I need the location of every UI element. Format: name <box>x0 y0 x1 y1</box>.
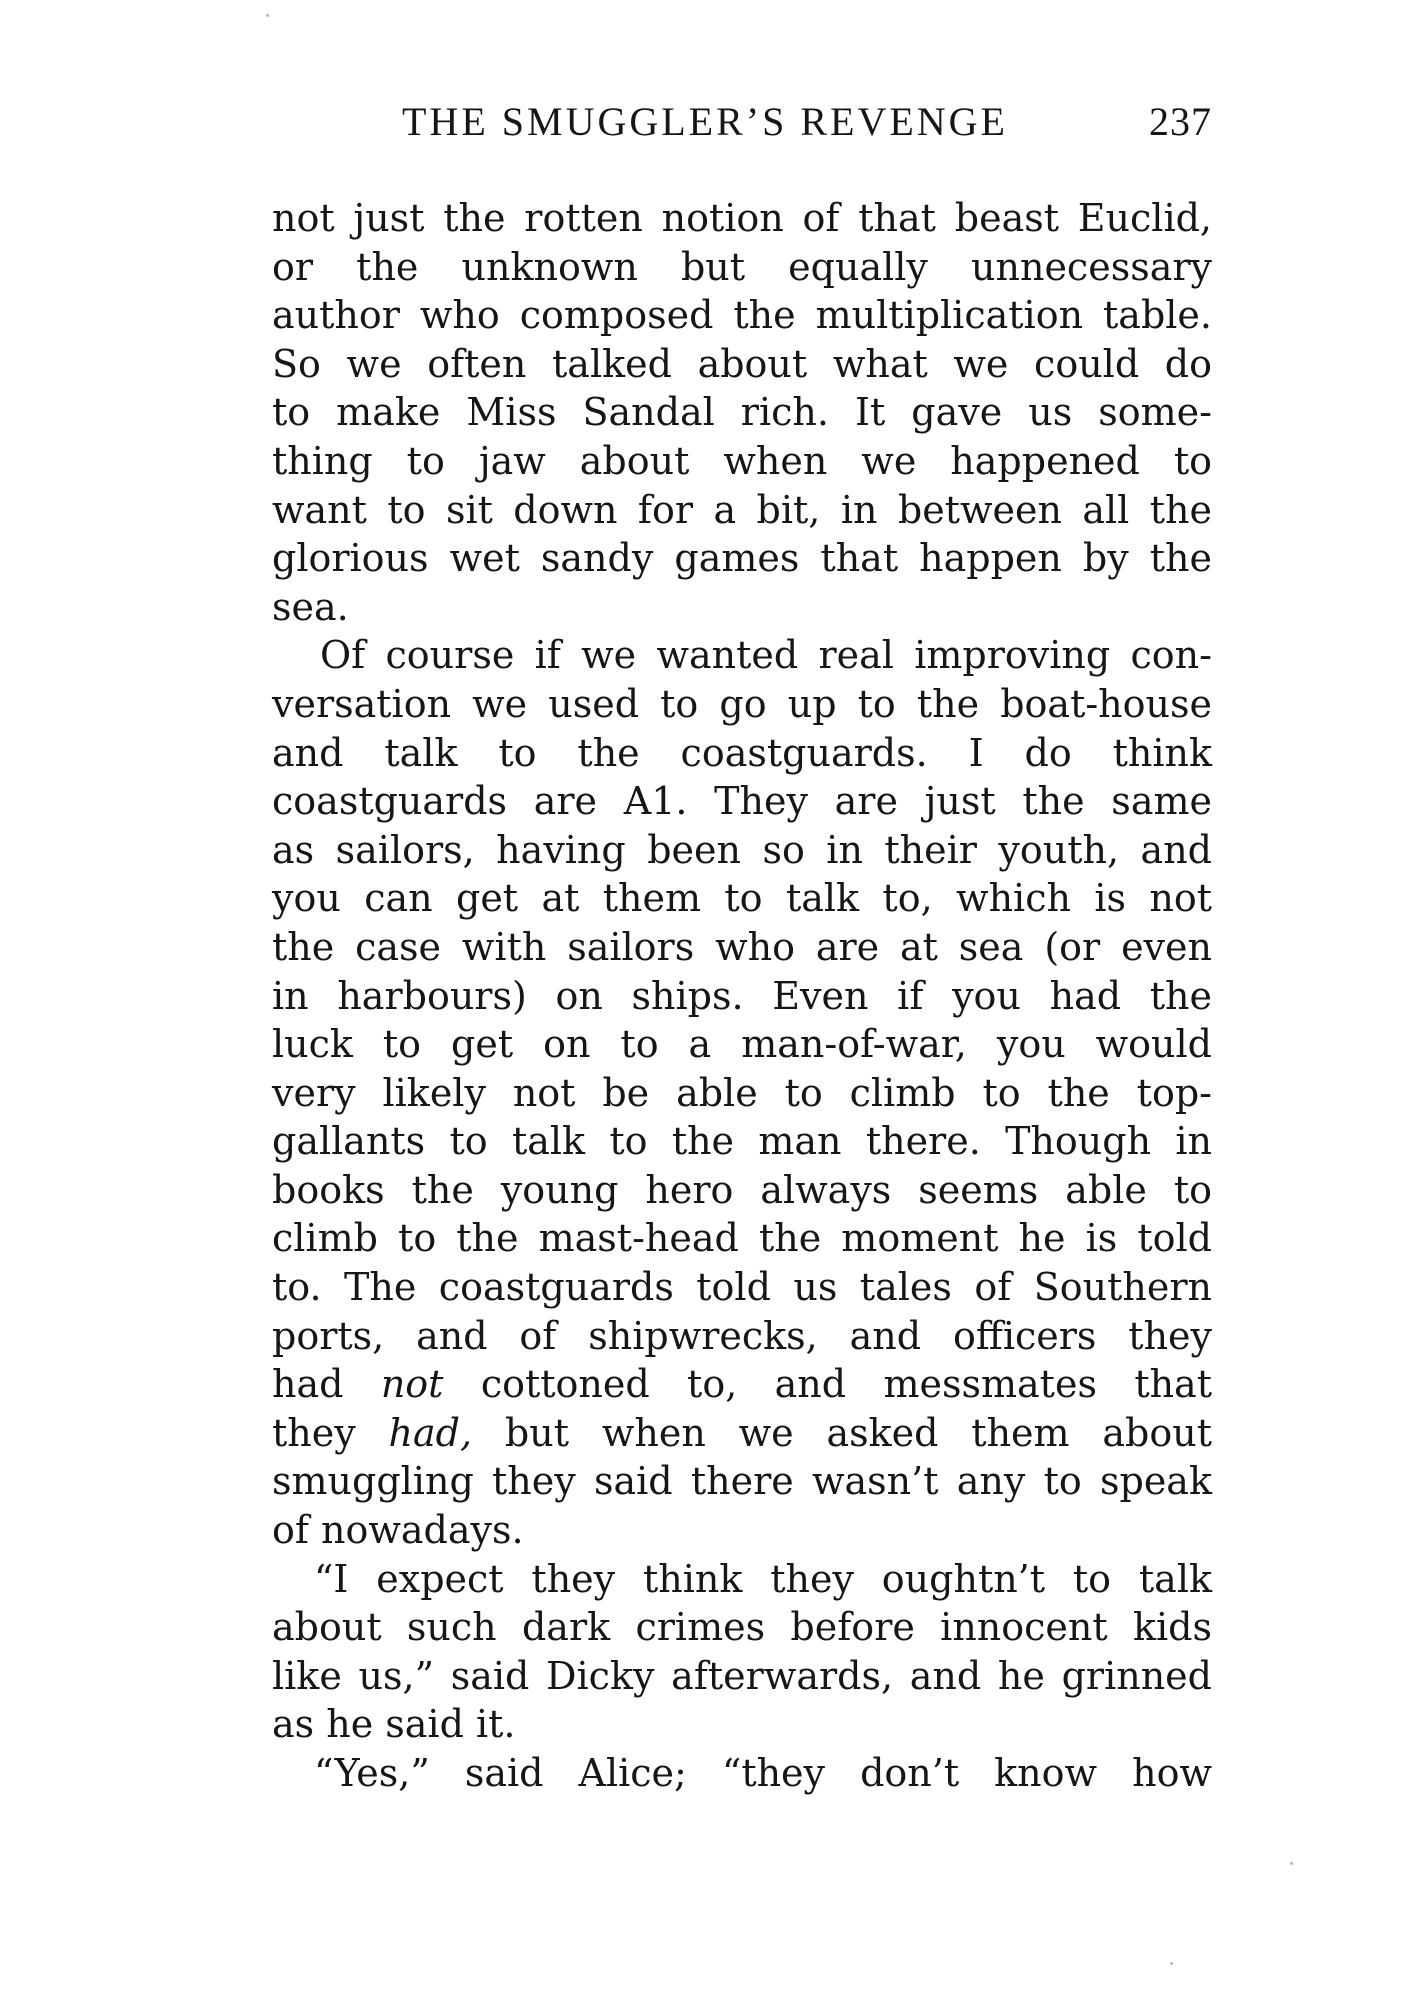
paragraph-1 <box>272 194 1212 631</box>
text-line: to. The coastguards told us tales of Southern <box>272 1265 1212 1310</box>
text-line: gallants to talk to the man there. Though in <box>272 1119 1212 1164</box>
paper-speck <box>266 14 269 17</box>
text-line-with-italic <box>272 1409 1212 1458</box>
text-line: smuggling they said there wasn’t any to speak <box>272 1459 1212 1504</box>
text-line-with-italic <box>272 1360 1212 1409</box>
text-line: you can get at them to talk to, which is not <box>272 876 1212 921</box>
text-line: “Yes,” said Alice; “they don’t know how <box>314 1751 1212 1795</box>
text-line: thing to jaw about when we happened to <box>272 438 1212 483</box>
text-line: of nowadays. <box>272 1508 524 1553</box>
text-line: the case with sailors who are at sea (or even <box>272 924 1212 969</box>
text-line: and talk to the coastguards. I do think <box>272 730 1212 775</box>
paragraph-4 <box>272 1749 1212 1798</box>
text-line: in harbours) on ships. Even if you had the <box>272 973 1212 1018</box>
text-line: climb to the mast-head the moment he is told <box>272 1216 1212 1261</box>
text-line: versation we used to go up to the boat-house <box>272 681 1212 726</box>
text-line: like us,” said Dicky afterwards, and he grinned <box>272 1653 1212 1698</box>
italic-word: had, <box>388 1410 473 1455</box>
text-run: had <box>272 1362 381 1407</box>
paragraph-2 <box>272 631 1212 1554</box>
text-line: or the unknown but equally unnecessary <box>272 244 1212 289</box>
text-line: want to sit down for a bit, in between all the <box>272 487 1212 532</box>
text-line: about such dark crimes before innocent kids <box>272 1605 1212 1650</box>
italic-word: not <box>380 1362 444 1407</box>
text-line: not just the rotten notion of that beast Euclid, <box>272 196 1212 240</box>
paper-speck <box>1290 1862 1293 1865</box>
text-line: very likely not be able to climb to the top- <box>272 1070 1212 1115</box>
body-text <box>272 194 1212 1798</box>
text-line: coastguards are A1. They are just the same <box>272 779 1212 824</box>
text-run: but when we asked them about <box>472 1410 1213 1455</box>
text-run: cottoned to, and messmates that <box>443 1362 1212 1407</box>
paper-speck <box>1170 1962 1173 1965</box>
text-line: as sailors, having been so in their youth, and <box>272 827 1212 872</box>
text-line: luck to get on to a man-of-war, you would <box>272 1022 1212 1067</box>
text-line: So we often talked about what we could do <box>272 341 1212 386</box>
text-line: as he said it. <box>272 1702 516 1747</box>
text-run: they <box>272 1410 389 1455</box>
text-line: glorious wet sandy games that happen by the <box>272 536 1212 581</box>
text-line: sea. <box>272 584 349 629</box>
text-line: books the young hero always seems able to <box>272 1167 1212 1212</box>
running-head <box>402 98 1212 150</box>
running-title: THE SMUGGLER’S REVENGE <box>402 99 1008 144</box>
page-number: 237 <box>1149 99 1212 144</box>
text-line: ports, and of shipwrecks, and officers they <box>272 1313 1212 1358</box>
text-line: author who composed the multiplication table. <box>272 293 1212 338</box>
paragraph-3 <box>272 1555 1212 1749</box>
text-line: “I expect they think they oughtn’t to talk <box>314 1556 1212 1601</box>
text-line: to make Miss Sandal rich. It gave us some- <box>272 390 1212 435</box>
text-line: Of course if we wanted real improving con- <box>320 633 1212 678</box>
